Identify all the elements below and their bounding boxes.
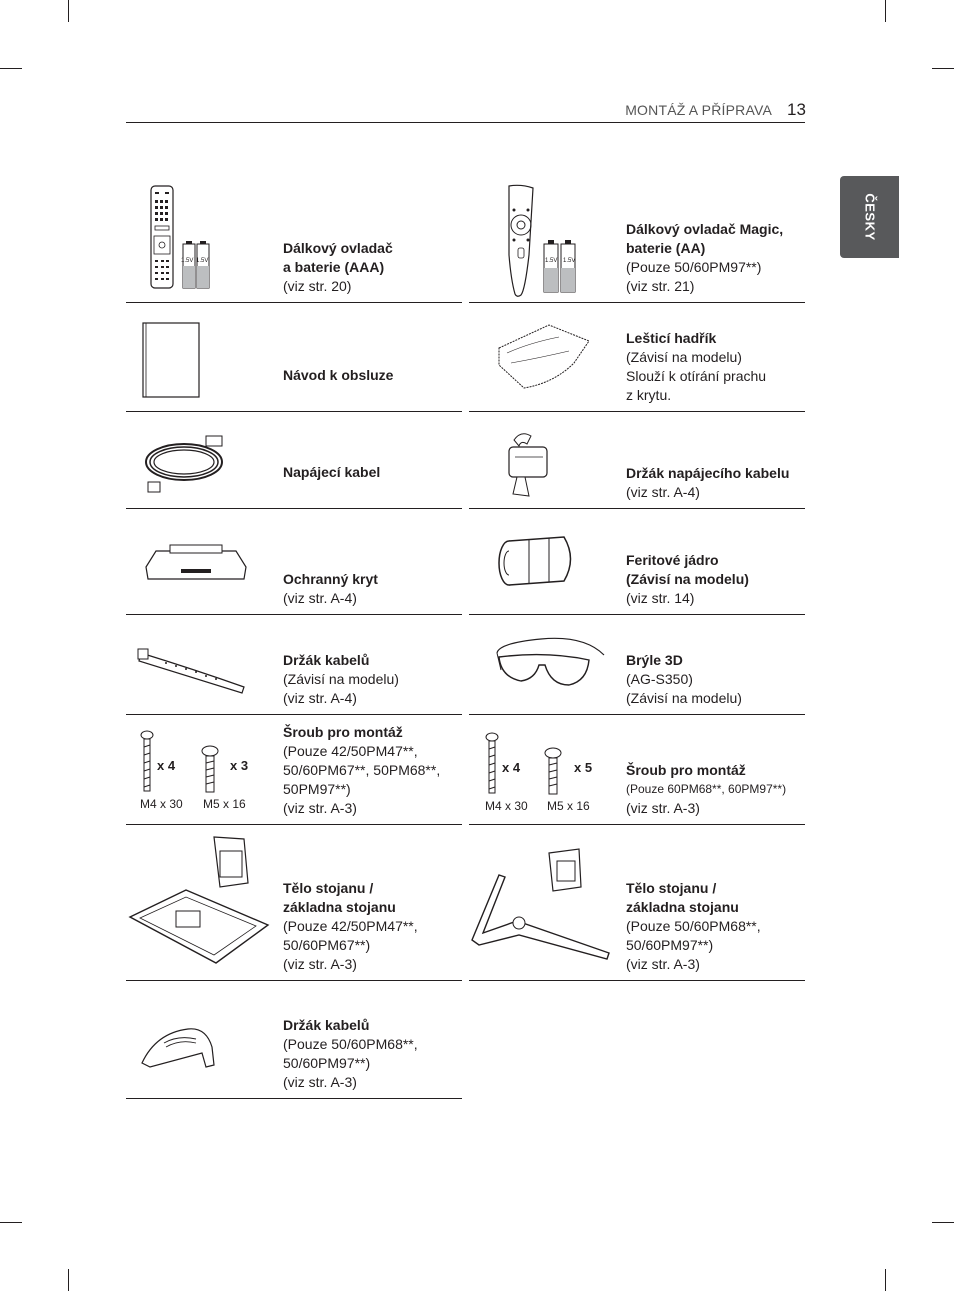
stand-icon xyxy=(469,825,619,980)
item-stand-b xyxy=(469,825,805,981)
item-description: Návod k obsluze xyxy=(283,367,394,383)
cable-holder-icon xyxy=(469,412,619,508)
3d-glasses-icon xyxy=(469,615,619,714)
battery-label: 1.5V xyxy=(545,258,558,264)
crop-mark xyxy=(0,68,22,69)
item-description: Držák kabelů (Závisí na modelu) (viz str. A-4) xyxy=(283,652,399,706)
power-cable-icon xyxy=(126,412,276,508)
item-description: Lešticí hadřík (Závisí na modelu) Slouží k otírání prachu z krytu. xyxy=(626,330,767,403)
screw-quantity: x 4 xyxy=(157,758,176,773)
battery-label: 1.5V xyxy=(181,258,194,264)
item-description: Brýle 3D (AG-S350) (Závisí na modelu) xyxy=(626,652,742,706)
screw-size: M5 x 16 xyxy=(203,797,246,811)
battery-label: 1.5V xyxy=(563,258,576,264)
item-description: Feritové jádro (Závisí na modelu) (viz str. 14) xyxy=(626,552,749,606)
item-polishing-cloth xyxy=(469,303,805,412)
item-description: Šroub pro montáž (Pouze 42/50PM47**, 50/60PM67**, 50PM68**, 50PM97**) (viz str. A-3) xyxy=(283,724,441,816)
item-description: Dálkový ovladač Magic, baterie (AA) (Pouze 50/60PM97**) (viz str. 21) xyxy=(626,221,784,294)
screw-quantity: x 4 xyxy=(502,760,521,775)
item-cable-holder xyxy=(469,412,805,509)
battery-label: 1.5V xyxy=(196,258,209,264)
screw-quantity: x 3 xyxy=(230,758,249,773)
screw-size: M5 x 16 xyxy=(547,799,590,813)
item-stand-a xyxy=(126,825,462,981)
item-manual xyxy=(126,303,462,412)
page-number: 13 xyxy=(787,100,806,119)
protective-cover-icon xyxy=(126,509,276,614)
item-description: Tělo stojanu / základna stojanu (Pouze 42/50PM47**, 50/60PM67**) (viz str. A-3) xyxy=(283,880,418,972)
crop-mark xyxy=(885,0,886,22)
item-cable-tie xyxy=(126,615,462,715)
item-screws-b xyxy=(469,715,805,825)
item-description: Dálkový ovladač a baterie (AAA) (viz str. 20) xyxy=(283,240,393,294)
cable-holder-stand-icon xyxy=(126,981,276,1098)
item-screws-a xyxy=(126,715,462,825)
item-description: Tělo stojanu / základna stojanu (Pouze 50/60PM68**, 50/60PM97**) (viz str. A-3) xyxy=(626,880,761,972)
cloth-icon xyxy=(469,303,619,411)
item-remote-aaa xyxy=(126,180,462,303)
screw-size: M4 x 30 xyxy=(485,799,528,813)
ferrite-core-icon xyxy=(469,509,619,614)
item-power-cable xyxy=(126,412,462,509)
screw-quantity: x 5 xyxy=(574,760,593,775)
item-description: Ochranný kryt (viz str. A-4) xyxy=(283,571,378,606)
cable-tie-icon xyxy=(126,615,276,714)
screw-size: M4 x 30 xyxy=(140,797,183,811)
magic-remote-icon xyxy=(469,180,619,302)
language-tab: ČESKY xyxy=(840,176,899,258)
crop-mark xyxy=(68,0,69,22)
item-ferrite-core xyxy=(469,509,805,615)
header-rule xyxy=(126,122,805,123)
section-title: MONTÁŽ A PŘÍPRAVA xyxy=(625,102,772,118)
manual-book-icon xyxy=(126,303,276,411)
item-magic-remote xyxy=(469,180,805,303)
item-description: Šroub pro montáž (Pouze 60PM68**, 60PM97**) (viz str. A-3) xyxy=(626,762,787,816)
crop-mark xyxy=(932,1222,954,1223)
stand-icon xyxy=(126,825,276,980)
item-description: Držák kabelů (Pouze 50/60PM68**, 50/60PM97**) (viz str. A-3) xyxy=(283,1017,418,1090)
item-description: Držák napájecího kabelu (viz str. A-4) xyxy=(626,465,790,500)
item-protective-cover xyxy=(126,509,462,615)
crop-mark xyxy=(885,1269,886,1291)
crop-mark xyxy=(0,1222,22,1223)
crop-mark xyxy=(68,1269,69,1291)
item-cable-holder-stand xyxy=(126,981,462,1099)
item-description: Napájecí kabel xyxy=(283,464,381,480)
remote-control-icon xyxy=(126,180,276,302)
item-3d-glasses xyxy=(469,615,805,715)
crop-mark xyxy=(932,68,954,69)
